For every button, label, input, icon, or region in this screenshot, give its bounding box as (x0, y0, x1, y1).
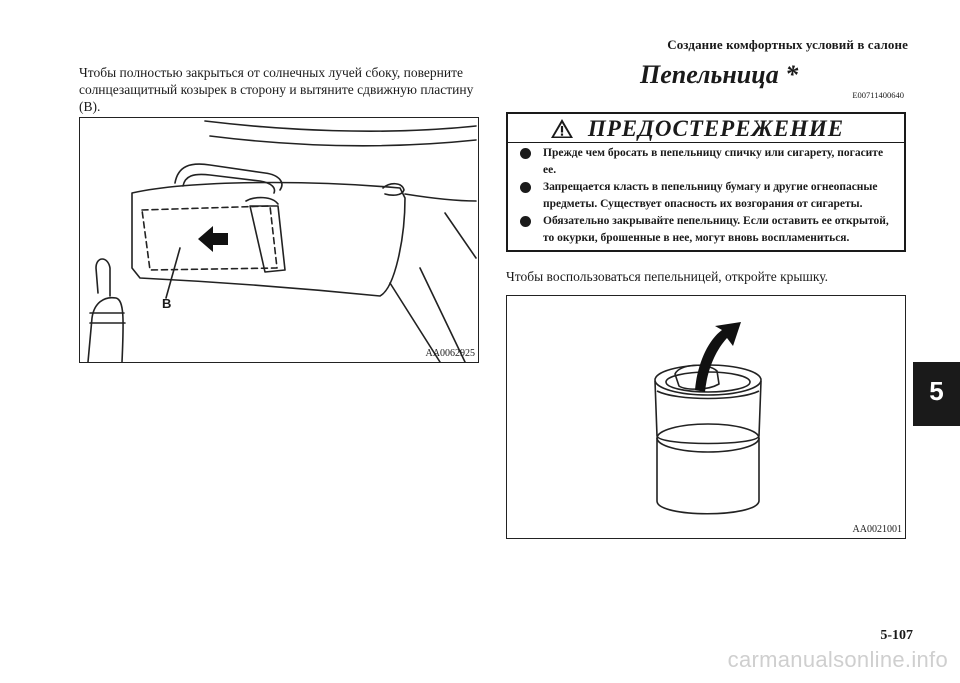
sun-visor-illustration (80, 118, 478, 362)
warning-header (508, 114, 904, 143)
warning-item-text: Прежде чем бросать в пепельницу спичку или сигарету, погасите ее. (543, 147, 884, 176)
ashtray-illustration (507, 296, 905, 538)
warning-item-text: Обязательно закрывайте пепельницу. Если оставить ее открытой, то окурки, брошенные в нее, могут вновь воспламениться. (543, 215, 889, 244)
section-title: Пепельница * (640, 60, 799, 89)
figure-code: AA0062925 (425, 348, 475, 359)
page-number: 5-107 (880, 628, 913, 643)
list-item (518, 179, 892, 213)
bullet-icon (520, 148, 531, 159)
section-code: E00711400640 (852, 90, 904, 100)
usage-paragraph: Чтобы воспользоваться пепельницей, откройте крышку. (506, 269, 828, 284)
sun-visor-figure (79, 117, 479, 363)
ashtray-figure (506, 295, 906, 539)
bullet-icon (520, 182, 531, 193)
intro-paragraph: Чтобы полностью закрыться от солнечных лучей сбоку, поверните солнцезащитный козырек в сторону и вытяните сдвижную пластину (B). (79, 65, 474, 114)
chapter-number: 5 (929, 376, 944, 406)
list-item (518, 213, 892, 247)
figure-code: AA0021001 (852, 524, 902, 535)
watermark: carmanualsonline.info (727, 647, 948, 672)
bullet-icon (520, 216, 531, 227)
warning-box (506, 112, 906, 252)
list-item (518, 145, 892, 179)
warning-list (518, 145, 892, 247)
chapter-tab (913, 362, 960, 426)
chapter-header: Создание комфортных условий в салоне (667, 37, 908, 52)
warning-item-text: Запрещается класть в пепельницу бумагу и другие огнеопасные предметы. Существует опасность их возгорания от сигареты. (543, 181, 878, 210)
label-b: B (162, 296, 172, 311)
warning-title: ПРЕДОСТЕРЕЖЕНИЕ (587, 116, 845, 141)
